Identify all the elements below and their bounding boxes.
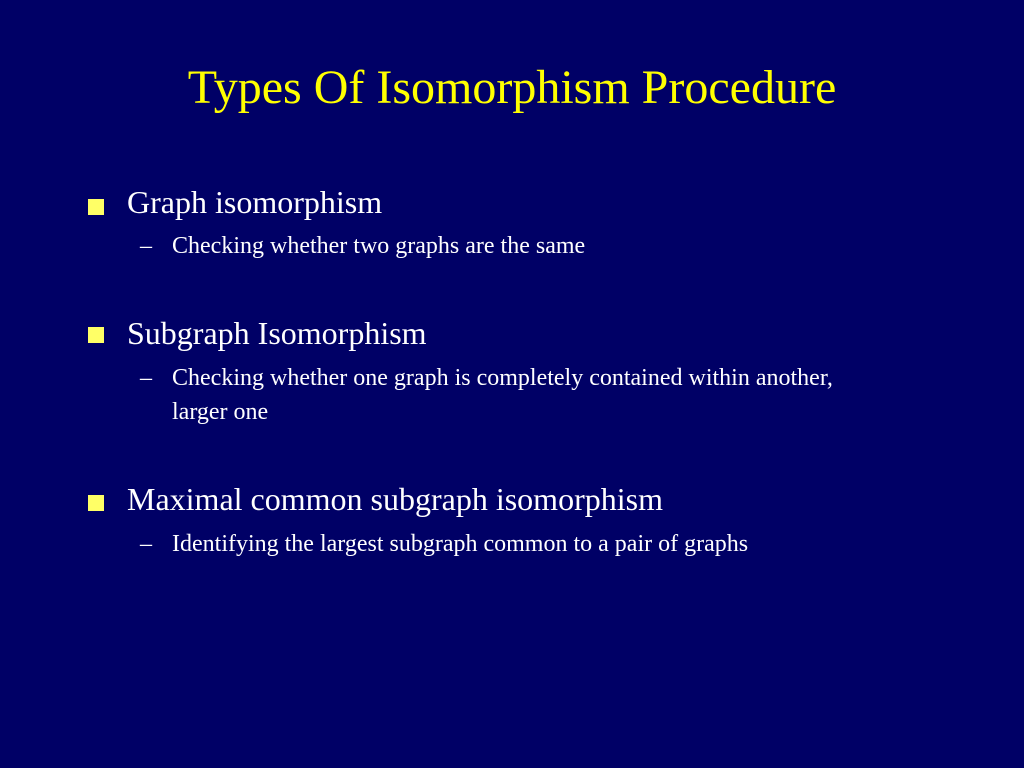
dash-marker: – (140, 365, 152, 391)
dash-marker: – (140, 531, 152, 557)
sub-bullet-text: Checking whether one graph is completely contained within another, larger one (172, 365, 833, 425)
sub-bullet-text: Identifying the largest subgraph common to a pair of graphs (172, 531, 749, 557)
square-bullet-icon (88, 327, 104, 343)
bullet-label: Subgraph Isomorphism (127, 315, 427, 351)
slide-title: Types Of Isomorphism Procedure (187, 61, 837, 114)
sub-bullet-text: Checking whether two graphs are the same (172, 233, 586, 259)
bullet-label: Graph isomorphism (127, 184, 383, 220)
square-bullet-icon (88, 199, 104, 215)
dash-marker: – (140, 233, 152, 259)
bullet-label: Maximal common subgraph isomorphism (127, 481, 663, 517)
square-bullet-icon (88, 495, 104, 511)
